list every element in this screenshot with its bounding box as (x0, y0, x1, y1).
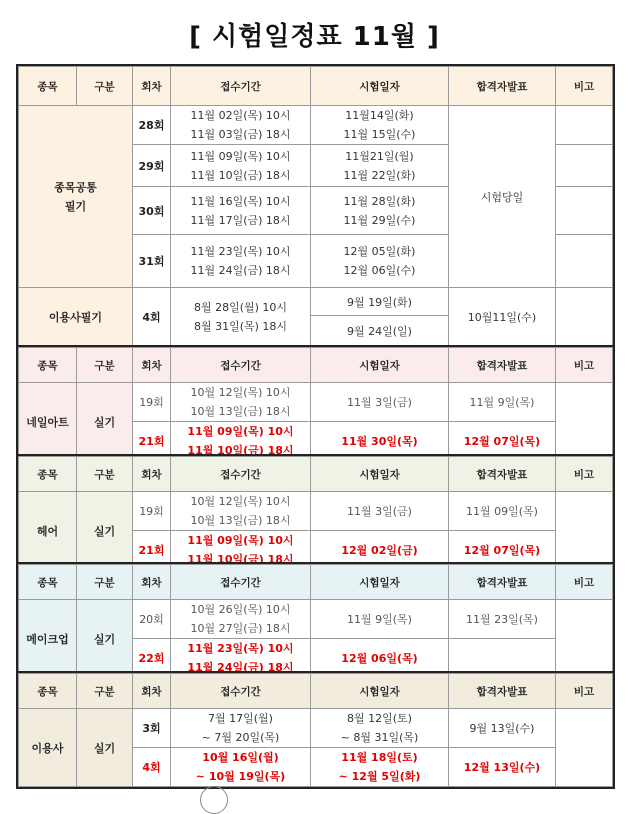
round-cell: 21회 (133, 422, 171, 461)
note-cell (556, 187, 613, 235)
round-cell: 30회 (133, 187, 171, 235)
exam-date-cell: 11월 3일(금) (311, 383, 449, 422)
result-cell: 12월 07일(목) (449, 422, 556, 461)
exam-date-cell: 9월 19일(화) (311, 288, 449, 316)
registration-cell: 11월 23일(목) 10시 11월 24일(금) 18시 (171, 639, 311, 678)
note-cell (556, 106, 613, 145)
table-row (19, 288, 613, 316)
header-row (19, 67, 613, 106)
category-cell: 이용사필기 (19, 288, 133, 347)
header-bigo: 비고 (556, 348, 613, 383)
header-siheom: 시험일자 (311, 348, 449, 383)
header-gubun: 구분 (77, 457, 133, 492)
nail-art-table (18, 347, 613, 461)
result-cell: 9월 13일(수) (449, 709, 556, 748)
note-cell (556, 600, 613, 678)
header-hoecha: 회차 (133, 565, 171, 600)
category-cell: 이용사 (19, 709, 77, 787)
note-cell (556, 709, 613, 787)
round-cell: 19회 (133, 383, 171, 422)
category-cell: 헤어 (19, 492, 77, 570)
registration-cell: 11월 02일(목) 10시 11월 03일(금) 18시 (171, 106, 311, 145)
registration-cell: 11월 23일(목) 10시 11월 24일(금) 18시 (171, 235, 311, 288)
type-cell: 실기 (77, 383, 133, 461)
registration-cell: 11월 09일(목) 10시 11월 10일(금) 18시 (171, 531, 311, 570)
makeup-table (18, 564, 613, 678)
header-jeopsu: 접수기간 (171, 348, 311, 383)
registration-cell: 11월 09일(목) 10시 11월 10일(금) 18시 (171, 145, 311, 187)
note-cell (556, 383, 613, 461)
type-cell: 실기 (77, 492, 133, 570)
category-cell: 메이크업 (19, 600, 77, 678)
round-cell: 4회 (133, 748, 171, 787)
barber-practical-table (18, 673, 613, 787)
header-hapgyeok: 합격자발표 (449, 674, 556, 709)
header-jongmok: 종목 (19, 348, 77, 383)
registration-cell: 8월 28일(월) 10시 8월 31일(목) 18시 (171, 288, 311, 347)
category-cell: 종목공통 필기 (19, 106, 133, 288)
note-cell (556, 235, 613, 288)
registration-cell: 11월 09일(목) 10시 11월 10일(금) 18시 (171, 422, 311, 461)
exam-date-cell: 12월 05일(화) 12월 06일(수) (311, 235, 449, 288)
registration-cell: 7월 17일(월) ~ 7월 20일(목) (171, 709, 311, 748)
exam-date-cell: 11월21일(월) 11월 22일(화) (311, 145, 449, 187)
header-bigo: 비고 (556, 565, 613, 600)
note-cell (556, 492, 613, 570)
category-cell: 네일아트 (19, 383, 77, 461)
header-siheom: 시험일자 (311, 457, 449, 492)
header-jeopsu: 접수기간 (171, 674, 311, 709)
round-cell: 29회 (133, 145, 171, 187)
result-cell: 12월 13일(수) (449, 748, 556, 787)
header-hapgyeok: 합격자발표 (449, 457, 556, 492)
registration-cell: 10월 12일(목) 10시 10월 13일(금) 18시 (171, 492, 311, 531)
header-row (19, 565, 613, 600)
header-row (19, 674, 613, 709)
header-jeopsu: 접수기간 (171, 457, 311, 492)
result-cell: 10월11일(수) (449, 288, 556, 347)
note-cell (556, 145, 613, 187)
round-cell: 22회 (133, 639, 171, 678)
registration-cell: 11월 16일(목) 10시 11월 17일(금) 18시 (171, 187, 311, 235)
round-cell: 21회 (133, 531, 171, 570)
round-cell: 28회 (133, 106, 171, 145)
table-row (19, 106, 613, 145)
round-cell: 4회 (133, 288, 171, 347)
header-hapgyeok: 합격자발표 (449, 67, 556, 106)
result-cell: 11월 9일(목) (449, 383, 556, 422)
exam-date-cell: 8월 12일(토) ~ 8월 31일(목) (311, 709, 449, 748)
result-cell: 11월 09일(목) (449, 492, 556, 531)
exam-date-cell: 11월 3일(금) (311, 492, 449, 531)
round-cell: 19회 (133, 492, 171, 531)
header-gubun: 구분 (77, 565, 133, 600)
result-cell: 시험당일 (449, 106, 556, 288)
written-exam-table (18, 66, 613, 347)
header-row (19, 457, 613, 492)
header-jongmok: 종목 (19, 674, 77, 709)
round-cell: 3회 (133, 709, 171, 748)
header-hoecha: 회차 (133, 674, 171, 709)
header-bigo: 비고 (556, 457, 613, 492)
header-siheom: 시험일자 (311, 67, 449, 106)
header-hoecha: 회차 (133, 67, 171, 106)
type-cell: 실기 (77, 600, 133, 678)
type-cell: 실기 (77, 709, 133, 787)
round-cell: 31회 (133, 235, 171, 288)
result-cell: 12월 07일(목) (449, 531, 556, 570)
header-hoecha: 회차 (133, 457, 171, 492)
header-hapgyeok: 합격자발표 (449, 565, 556, 600)
table-row (19, 600, 613, 639)
header-gubun: 구분 (77, 348, 133, 383)
header-jongmok: 종목 (19, 457, 77, 492)
header-gubun: 구분 (77, 674, 133, 709)
exam-date-cell: 11월 18일(토) ~ 12월 5일(화) (311, 748, 449, 787)
header-jeopsu: 접수기간 (171, 565, 311, 600)
hair-table (18, 456, 613, 570)
seal-mark (200, 786, 228, 814)
header-jongmok: 종목 (19, 565, 77, 600)
header-siheom: 시험일자 (311, 565, 449, 600)
result-cell: 11월 23일(목) (449, 600, 556, 639)
table-row (19, 492, 613, 531)
registration-cell: 10월 12일(목) 10시 10월 13일(금) 18시 (171, 383, 311, 422)
exam-date-cell: 9월 24일(일) (311, 316, 449, 347)
result-cell (449, 639, 556, 678)
registration-cell: 10월 16일(월) ~ 10월 19일(목) (171, 748, 311, 787)
exam-date-cell: 12월 06일(목) (311, 639, 449, 678)
table-row (19, 383, 613, 422)
exam-date-cell: 11월 30일(목) (311, 422, 449, 461)
header-hoecha: 회차 (133, 348, 171, 383)
page-title: [ 시험일정표 11월 ] (189, 22, 440, 52)
header-bigo: 비고 (556, 67, 613, 106)
header-row (19, 348, 613, 383)
header-jeopsu: 접수기간 (171, 67, 311, 106)
round-cell: 20회 (133, 600, 171, 639)
header-siheom: 시험일자 (311, 674, 449, 709)
header-hapgyeok: 합격자발표 (449, 348, 556, 383)
registration-cell: 10월 26일(목) 10시 10월 27일(금) 18시 (171, 600, 311, 639)
header-gubun: 구분 (77, 67, 133, 106)
exam-date-cell: 11월14일(화) 11월 15일(수) (311, 106, 449, 145)
note-cell (556, 288, 613, 347)
exam-date-cell: 12월 02일(금) (311, 531, 449, 570)
header-jongmok: 종목 (19, 67, 77, 106)
exam-date-cell: 11월 9일(목) (311, 600, 449, 639)
table-row (19, 709, 613, 748)
header-bigo: 비고 (556, 674, 613, 709)
exam-date-cell: 11월 28일(화) 11월 29일(수) (311, 187, 449, 235)
